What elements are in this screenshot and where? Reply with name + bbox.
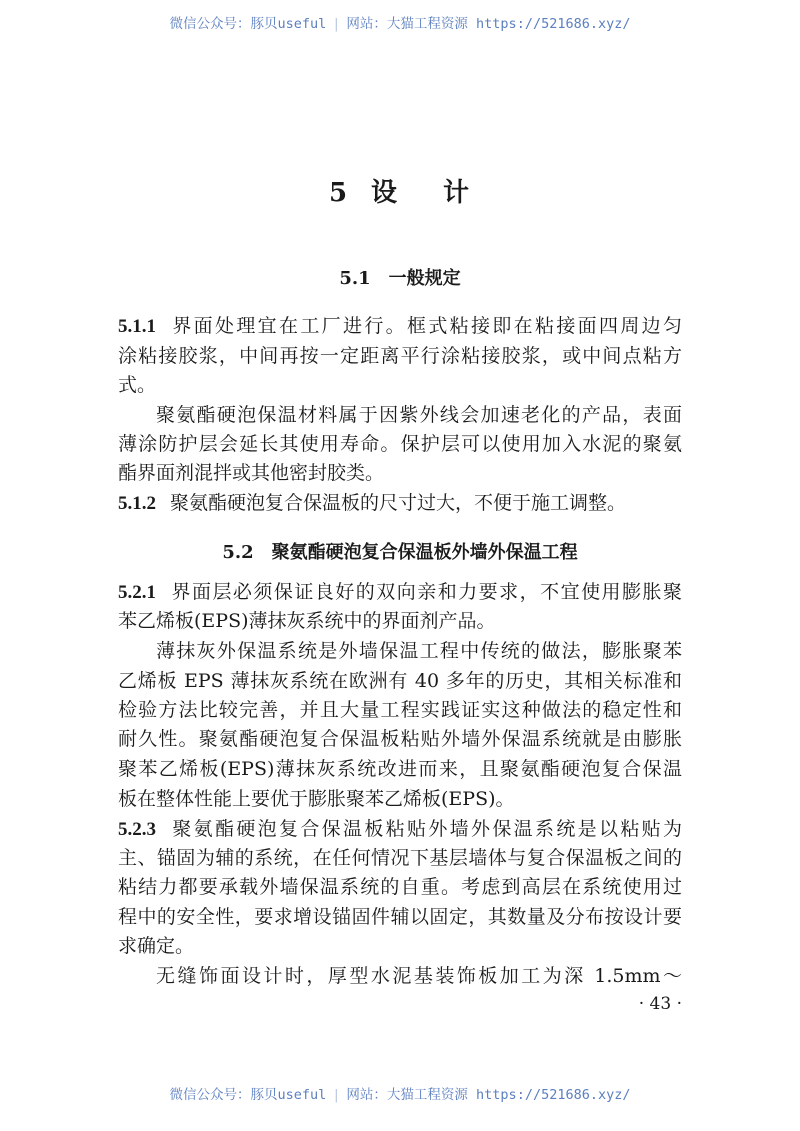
chapter-title [0,172,800,209]
text-line: 薄抹灰外保温系统是外墙保温工程中传统的做法，膨胀聚苯 [156,640,682,662]
watermark-wechat: 微信公众号：豚贝useful [169,1087,327,1103]
text-line: 聚氨酯硬泡复合保温板粘贴外墙外保温系统是以粘贴为 [170,818,682,840]
text-line: 乙烯板 EPS 薄抹灰系统在欧洲有 40 多年的历史，其相关标准和 [118,670,682,692]
watermark-bottom [0,1083,800,1103]
text-line: 界面层必须保证良好的双向亲和力要求，不宜使用膨胀聚 [170,581,682,603]
section-5-2-heading: 5.2 聚氨酯硬泡复合保温板外墙外保温工程 [222,542,578,563]
watermark-site[interactable]: 网站：大猫工程资源 https://521686.xyz/ [346,16,631,32]
text-line: 式。 [118,374,157,396]
text-line: 薄涂防护层会延长其使用寿命。保护层可以使用加入水泥的聚氨 [118,433,682,455]
clause-number: 5.2.3 [118,819,156,840]
text-line: 聚氨酯硬泡保温材料属于因紫外线会加速老化的产品，表面 [156,404,682,426]
clause-5-1-1 [118,314,682,339]
page-number: · 43 · [638,994,682,1014]
text-line: 板在整体性能上要优于膨胀聚苯乙烯板(EPS)。 [118,788,515,810]
watermark-top [0,12,800,32]
text-line: 程中的安全性，要求增设锚固件辅以固定，其数量及分布按设计要 [118,906,682,928]
clause-5-1-2 [118,491,682,516]
chapter-number: 5 [328,178,350,208]
text-line: 粘结力都要承载外墙保温系统的自重。考虑到高层在系统使用过 [118,876,682,898]
text-line: 界面处理宜在工厂进行。框式粘接即在粘接面四周边匀 [170,315,682,337]
clause-number: 5.1.2 [118,493,156,514]
text-line: 耐久性。聚氨酯硬泡复合保温板粘贴外墙外保温系统就是由膨胀 [118,728,682,750]
text-line: 酯界面剂混拌或其他密封胶类。 [118,462,385,484]
watermark-separator: | [332,16,341,32]
chapter-title-char1: 设 [371,178,400,208]
text-line: 求确定。 [118,935,195,957]
text-line: 聚苯乙烯板(EPS)薄抹灰系统改进而来，且聚氨酯硬泡复合保温 [118,758,682,780]
watermark-separator: | [332,1087,341,1103]
chapter-title-char2: 计 [443,178,472,208]
text-line: 苯乙烯板(EPS)薄抹灰系统中的界面剂产品。 [118,610,496,632]
section-5-1-heading: 5.1 一般规定 [339,268,461,289]
clause-5-2-3 [118,817,682,842]
clause-number: 5.1.1 [118,316,156,337]
text-line: 涂粘接胶浆，中间再按一定距离平行涂粘接胶浆，或中间点粘方 [118,345,682,367]
text-line: 检验方法比较完善，并且大量工程实践证实这种做法的稳定性和 [118,699,682,721]
text-line: 聚氨酯硬泡复合保温板的尺寸过大，不便于施工调整。 [170,492,627,514]
clause-number: 5.2.1 [118,582,156,603]
watermark-site[interactable]: 网站：大猫工程资源 https://521686.xyz/ [346,1087,631,1103]
clause-5-2-1 [118,580,682,605]
text-line: 主、锚固为辅的系统，在任何情况下基层墙体与复合保温板之间的 [118,847,682,869]
watermark-wechat: 微信公众号：豚贝useful [169,16,327,32]
text-line: 无缝饰面设计时，厚型水泥基装饰板加工为深 1.5mm～ [156,965,682,987]
